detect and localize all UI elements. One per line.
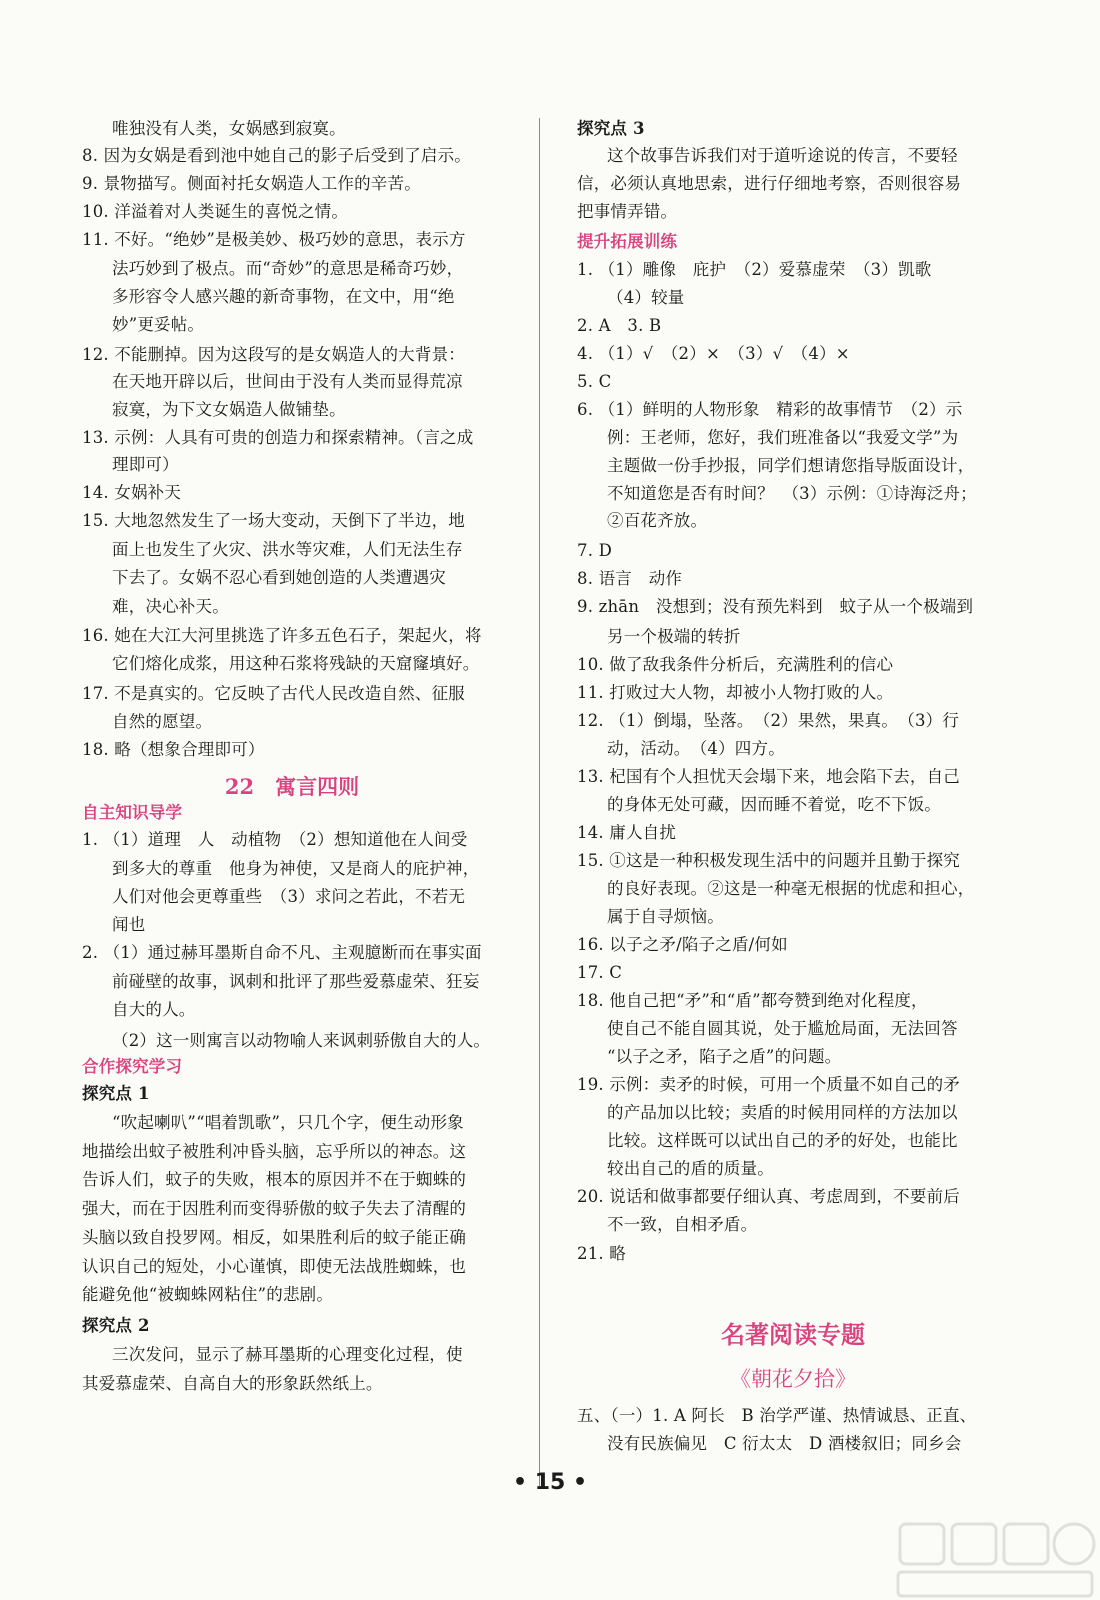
- left-line: 认识自己的短处，小心谨慎，即使无法战胜蜘蛛，也: [82, 1257, 467, 1276]
- left-line: 三次发问，显示了赫耳墨斯的心理变化过程，使: [112, 1345, 463, 1364]
- left-line: 唯独没有人类，女娲感到寂寞。: [112, 119, 346, 138]
- right-line: 使自己不能自圆其说，处于尴尬局面，无法回答: [607, 1019, 958, 1038]
- watermark-logo: [890, 1518, 1100, 1600]
- right-line: 动，活动。 （4）四方。: [607, 739, 785, 758]
- left-line: 人们对他会更尊重些 （3）求问之若此，不若无: [112, 887, 466, 906]
- left-line: 理即可）: [112, 455, 179, 474]
- right-line: 提升拓展训练: [577, 232, 678, 251]
- right-line: 探究点 3: [577, 119, 645, 138]
- left-line: 下去了。女娲不忍心看到她创造的人类遭遇灾: [112, 568, 446, 587]
- right-line: 比较。这样既可以试出自己的矛的好处，也能比: [607, 1131, 958, 1150]
- left-line: 在天地开辟以后，世间由于没有人类而显得荒凉: [112, 372, 463, 391]
- right-line: ②百花齐放。: [607, 511, 708, 530]
- right-line: 的良好表现。②这是一种毫无根据的忧虑和担心，: [607, 879, 975, 898]
- left-line: 18. 略（想象合理即可）: [82, 740, 265, 759]
- left-line: 10. 洋溢着对人类诞生的喜悦之情。: [82, 202, 349, 221]
- left-line: 17. 不是真实的。它反映了古代人民改造自然、征服: [82, 684, 465, 703]
- left-line: 其爱慕虚荣、自高自大的形象跃然纸上。: [82, 1374, 383, 1393]
- left-line: 11. 不好。“绝妙”是极美妙、极巧妙的意思，表示方: [82, 230, 466, 249]
- right-line: 没有民族偏见 C 衍太太 D 酒楼叙旧；同乡会: [607, 1434, 962, 1453]
- left-line: “吹起喇叭”“唱着凯歌”，只几个字，便生动形象: [112, 1113, 464, 1132]
- right-line: 这个故事告诉我们对于道听途说的传言，不要轻: [607, 146, 958, 165]
- right-line: 1. （1）雕像 庇护 （2）爱慕虚荣 （3）凯歌: [577, 260, 932, 279]
- left-line: 前碰壁的故事，讽刺和批评了那些爱慕虚荣、狂妄: [112, 972, 480, 991]
- right-line: 《朝花夕拾》: [730, 1367, 856, 1391]
- left-line: 法巧妙到了极点。而“奇妙”的意思是稀奇巧妙，: [112, 259, 464, 278]
- left-line: 寂寞，为下文女娲造人做铺垫。: [112, 400, 346, 419]
- left-line: 13. 示例：人具有可贵的创造力和探索精神。（言之成: [82, 428, 474, 447]
- right-line: 五、（一）1. A 阿长 B 治学严谨、热情诚恳、正直、: [577, 1406, 977, 1425]
- right-line: 另一个极端的转折: [607, 627, 741, 646]
- right-line: 例：王老师，您好，我们班准备以“我爱文学”为: [607, 428, 959, 447]
- left-line: 8. 因为女娲是看到池中她自己的影子后受到了启示。: [82, 146, 471, 165]
- left-line: 1. （1）道理 人 动植物 （2）想知道他在人间受: [82, 830, 468, 849]
- right-line: 19. 示例：卖矛的时候，可用一个质量不如自己的矛: [577, 1075, 960, 1094]
- right-line: 20. 说话和做事都要仔细认真、考虑周到，不要前后: [577, 1187, 960, 1206]
- left-line: 告诉人们，蚊子的失败，根本的原因并不在于蜘蛛的: [82, 1170, 467, 1189]
- right-line: 13. 杞国有个人担忧天会塌下来，地会陷下去，自己: [577, 767, 960, 786]
- right-line: 不知道您是否有时间？ （3）示例：①诗海泛舟；: [607, 484, 977, 503]
- left-line: 12. 不能删掉。因为这段写的是女娲造人的大背景：: [82, 345, 465, 364]
- left-line: 15. 大地忽然发生了一场大变动，天倒下了半边，地: [82, 511, 465, 530]
- left-line: 探究点 1: [82, 1084, 150, 1103]
- left-line: 自主知识导学: [82, 803, 183, 822]
- left-line: 面上也发生了火灾、洪水等灾难，人们无法生存: [112, 540, 463, 559]
- right-line: 9. zhān 没想到；没有预先料到 蚊子从一个极端到: [577, 597, 974, 616]
- left-line: 自大的人。: [112, 1000, 196, 1019]
- right-line: “以子之矛，陷子之盾”的问题。: [607, 1047, 842, 1066]
- right-line: 把事情弄错。: [577, 202, 678, 221]
- right-line: 5. C: [577, 372, 612, 391]
- left-line: 地描绘出蚊子被胜利冲昏头脑，忘乎所以的神态。这: [82, 1142, 467, 1161]
- right-line: 11. 打败过大人物，却被小人物打败的人。: [577, 683, 894, 702]
- left-line: 妙”更妥帖。: [112, 315, 205, 334]
- left-line: 到多大的尊重 他身为神使，又是商人的庇护神，: [112, 859, 480, 878]
- left-line: 合作探究学习: [82, 1057, 183, 1076]
- left-line: 难，决心补天。: [112, 597, 229, 616]
- left-line: （2）这一则寓言以动物喻人来讽刺骄傲自大的人。: [112, 1031, 491, 1050]
- right-line: 较出自己的盾的质量。: [607, 1159, 774, 1178]
- right-line: 21. 略: [577, 1244, 626, 1263]
- right-line: 不一致，自相矛盾。: [607, 1215, 758, 1234]
- column-divider: [539, 118, 540, 1486]
- right-line: 的产品加以比较；卖盾的时候用同样的方法加以: [607, 1103, 958, 1122]
- right-line: 10. 做了敌我条件分析后，充满胜利的信心: [577, 655, 894, 674]
- left-line: 探究点 2: [82, 1316, 150, 1335]
- right-line: 18. 他自己把“矛”和“盾”都夸赞到绝对化程度，: [577, 991, 928, 1010]
- right-line: （4）较量: [607, 288, 685, 307]
- right-line: 属于自寻烦恼。: [607, 907, 724, 926]
- right-line: 8. 语言 动作: [577, 569, 683, 588]
- right-line: 17. C: [577, 963, 623, 982]
- left-line: 头脑以致自投罗网。相反，如果胜利后的蚊子能正确: [82, 1228, 467, 1247]
- left-line: 自然的愿望。: [112, 712, 213, 731]
- left-line: 9. 景物描写。侧面衬托女娲造人工作的辛苦。: [82, 174, 421, 193]
- right-line: 16. 以子之矛/陷子之盾/何如: [577, 935, 788, 954]
- right-line: 4. （1）√ （2）× （3）√ （4）×: [577, 344, 850, 363]
- left-line: 能避免他“被蜘蛛网粘住”的悲剧。: [82, 1285, 334, 1304]
- right-line: 14. 庸人自扰: [577, 823, 677, 842]
- right-line: 主题做一份手抄报，同学们想请您指导版面设计，: [607, 456, 975, 475]
- right-line: 名著阅读专题: [721, 1320, 865, 1349]
- right-line: 的身体无处可藏，因而睡不着觉，吃不下饭。: [607, 795, 941, 814]
- left-line: 多形容令人感兴趣的新奇事物，在文中，用“绝: [112, 287, 455, 306]
- left-line: 它们熔化成浆，用这种石浆将残缺的天窟窿填好。: [112, 654, 480, 673]
- right-line: 信，必须认真地思索，进行仔细地考察，否则很容易: [577, 174, 962, 193]
- left-line: 强大，而在于因胜利而变得骄傲的蚊子失去了清醒的: [82, 1199, 467, 1218]
- right-line: 7. D: [577, 541, 613, 560]
- left-line: 16. 她在大江大河里挑选了许多五色石子，架起火，将: [82, 626, 482, 645]
- left-line: 2. （1）通过赫耳墨斯自命不凡、主观臆断而在事实面: [82, 943, 482, 962]
- right-line: 6. （1）鲜明的人物形象 精彩的故事情节 （2）示: [577, 400, 963, 419]
- page-number: • 15 •: [512, 1470, 588, 1495]
- right-line: 12. （1）倒塌，坠落。 （2）果然，果真。 （3）行: [577, 711, 960, 730]
- left-line: 14. 女娲补天: [82, 483, 182, 502]
- right-line: 2. A 3. B: [577, 316, 662, 335]
- left-line: 闻也: [112, 915, 146, 934]
- left-line: 22 寓言四则: [224, 774, 360, 799]
- right-line: 15. ①这是一种积极发现生活中的问题并且勤于探究: [577, 851, 960, 870]
